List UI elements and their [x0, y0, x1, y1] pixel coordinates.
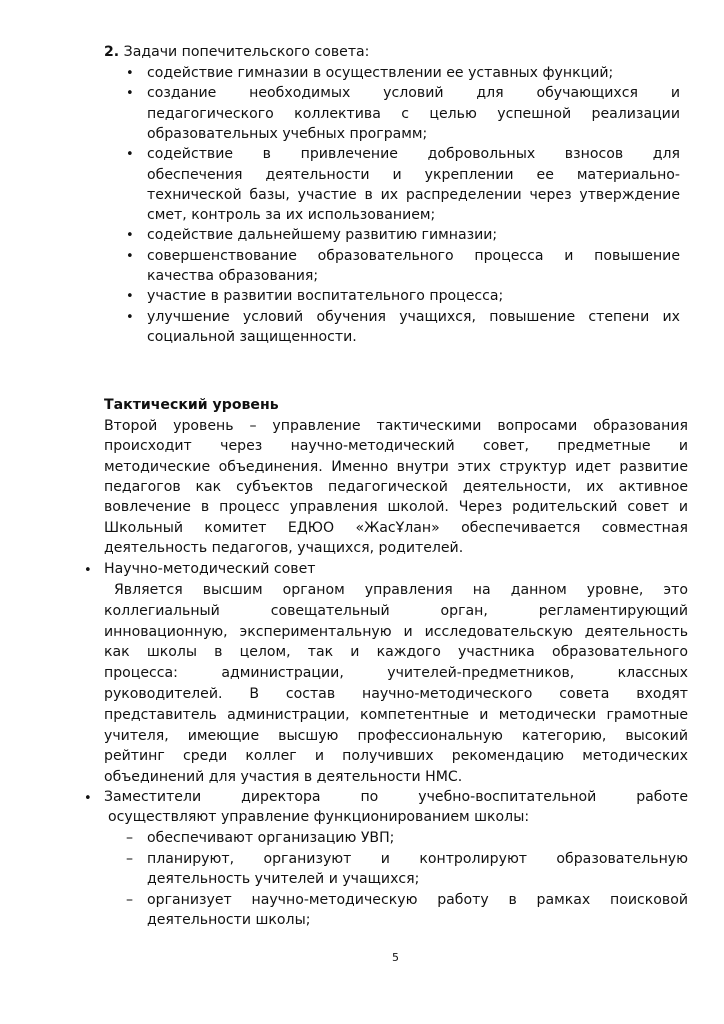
- list-item-line: педагогического коллектива с целью успешной реализации: [147, 105, 680, 122]
- page-number: 5: [392, 951, 399, 964]
- paragraph-line: осуществляют управление функционированием школы:: [108, 809, 530, 825]
- dash-item-line: деятельности школы;: [147, 912, 311, 928]
- tactical-heading: Тактический уровень: [104, 397, 279, 413]
- list-item-bullet: •: [126, 66, 134, 81]
- dash-item-line: деятельность учителей и учащихся;: [147, 871, 420, 887]
- deputies-bullet: •: [84, 791, 92, 806]
- paragraph-line: инновационную, экспериментальную и исследовательскую деятельность: [104, 623, 688, 640]
- paragraph-line: объединений для участия в деятельности НМС.: [104, 769, 463, 786]
- paragraph-line: Заместители директора по учебно-воспитательной работе: [104, 789, 688, 805]
- list-item-line: качества образования;: [147, 268, 319, 284]
- dash-item-marker: –: [126, 891, 134, 908]
- paragraph-line: коллегиальный совещательный орган, регламентирующий: [104, 602, 688, 619]
- paragraph-line: процесса: администрации, учителей-предметников, классных: [104, 665, 688, 682]
- paragraph-line: происходит через научно-методический совет, предметные и: [104, 438, 688, 455]
- list-item-bullet: •: [126, 86, 134, 102]
- dash-item-line: организует научно-методическую работу в рамках поисковой: [147, 891, 688, 908]
- dash-item-marker: –: [126, 850, 134, 867]
- list-item-line: содействие дальнейшему развитию гимназии;: [147, 227, 498, 244]
- list-item-line: совершенствование образовательного процесса и повышение: [147, 247, 680, 264]
- paragraph-line: рейтинг среди коллег и получивших рекомендацию методических: [104, 748, 688, 765]
- list-item-line: обеспечения деятельности и укреплении ее материально-: [147, 166, 680, 183]
- dash-item-line: планируют, организуют и контролируют образовательную: [147, 850, 688, 867]
- paragraph-line: учителя, имеющие высшую профессиональную категорию, высокий: [104, 727, 688, 744]
- list-item-line: социальной защищенности.: [147, 328, 357, 345]
- list-item-bullet: •: [126, 309, 134, 325]
- dash-item-line: обеспечивают организацию УВП;: [147, 830, 395, 846]
- section-number: 2.: [104, 44, 120, 60]
- list-item-bullet: •: [126, 147, 134, 163]
- list-item-line: участие в развитии воспитательного процесса;: [147, 288, 504, 305]
- dash-item-marker: –: [126, 830, 134, 846]
- list-item-bullet: •: [126, 248, 134, 264]
- list-item-line: улучшение условий обучения учащихся, повышение степени их: [147, 308, 680, 325]
- list-item-line: образовательных учебных программ;: [147, 125, 428, 142]
- paragraph-line: Школьный комитет ЕДЮО «ЖасҰлан» обеспечивается совместная: [104, 519, 688, 536]
- list-item-bullet: •: [126, 289, 134, 305]
- nms-title: Научно-методический совет: [104, 561, 316, 577]
- paragraph-line: Второй уровень – управление тактическими вопросами образования: [104, 418, 688, 434]
- list-item-line: смет, контроль за их использованием;: [147, 207, 436, 224]
- list-item-line: технической базы, участие в их распределении через утверждение: [147, 186, 680, 203]
- paragraph-line: представитель администрации, компетентные и методически грамотные: [104, 706, 688, 723]
- paragraph-line: руководителей. В состав научно-методического совета входят: [104, 686, 688, 702]
- paragraph-line: Является высшим органом управления на данном уровне, это: [114, 582, 688, 598]
- nms-bullet: •: [84, 563, 92, 578]
- list-item-line: создание необходимых условий для обучающихся и: [147, 85, 680, 102]
- section-title: Задачи попечительского совета:: [123, 44, 370, 60]
- paragraph-line: как школы в целом, так и каждого участника образовательного: [104, 644, 688, 661]
- paragraph-line: деятельность педагогов, учащихся, родителей.: [104, 539, 464, 556]
- paragraph-line: вовлечение в процесс управления школой. Через родительский совет и: [104, 499, 688, 516]
- paragraph-line: педагогов как субъектов педагогической деятельности, их активное: [104, 478, 688, 495]
- section-2-title: [104, 42, 369, 62]
- paragraph-line: методические объединения. Именно внутри этих структур идет развитие: [104, 458, 688, 475]
- list-item-line: содействие гимназии в осуществлении ее уставных функций;: [147, 65, 614, 81]
- list-item-line: содействие в привлечение добровольных взносов для: [147, 146, 680, 163]
- list-item-bullet: •: [126, 228, 134, 244]
